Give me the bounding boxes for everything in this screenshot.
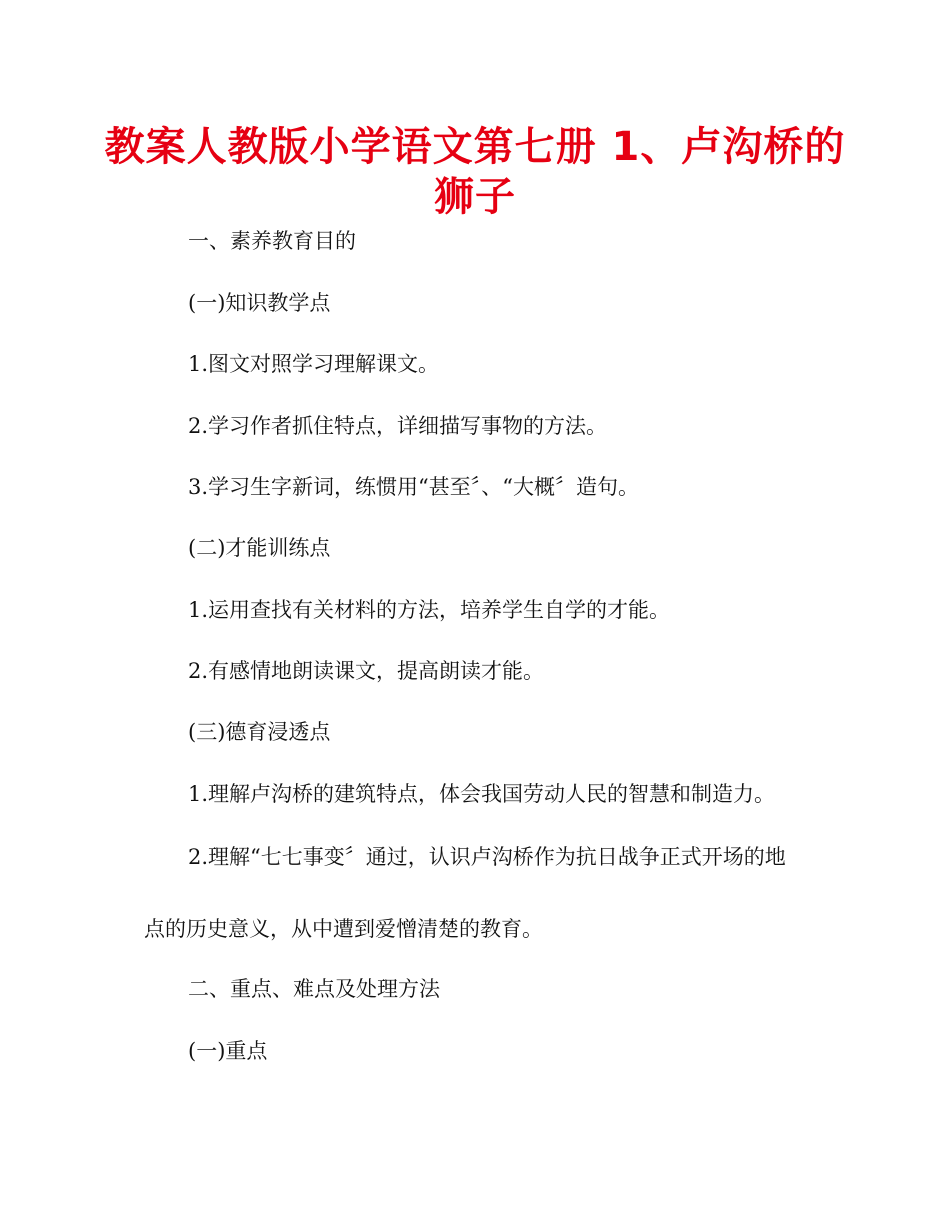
section-heading: 一、素养教育目的 — [188, 229, 356, 253]
list-item: 1.运用查找有关材料的方法，培养学生自学的才能。 — [188, 598, 671, 622]
subsection-heading: (二)才能训练点 — [188, 536, 331, 560]
list-item: 1.理解卢沟桥的建筑特点，体会我国劳动人民的智慧和制造力。 — [188, 782, 776, 806]
title-line-2: 狮子 — [434, 174, 516, 220]
list-item: 1.图文对照学习理解课文。 — [188, 352, 440, 376]
title-line-1: 教案人教版小学语文第七册 1、卢沟桥的 — [104, 124, 846, 170]
subsection-heading: (一)重点 — [188, 1039, 268, 1063]
list-item: 3.学习生字新词，练惯用“甚至〞、“大概〞造句。 — [188, 475, 640, 499]
document-title — [100, 122, 850, 222]
subsection-heading: (一)知识教学点 — [188, 291, 331, 315]
list-item: 2.有感情地朗读课文，提高朗读才能。 — [188, 659, 545, 683]
list-item: 2.理解“七七事变〞通过，认识卢沟桥作为抗日战争正式开场的地 — [188, 845, 786, 869]
list-item-continuation: 点的历史意义，从中遭到爱憎清楚的教育。 — [144, 917, 543, 941]
list-item: 2.学习作者抓住特点，详细描写事物的方法。 — [188, 414, 608, 438]
subsection-heading: (三)德育浸透点 — [188, 720, 331, 744]
section-heading: 二、重点、难点及处理方法 — [188, 977, 440, 1001]
